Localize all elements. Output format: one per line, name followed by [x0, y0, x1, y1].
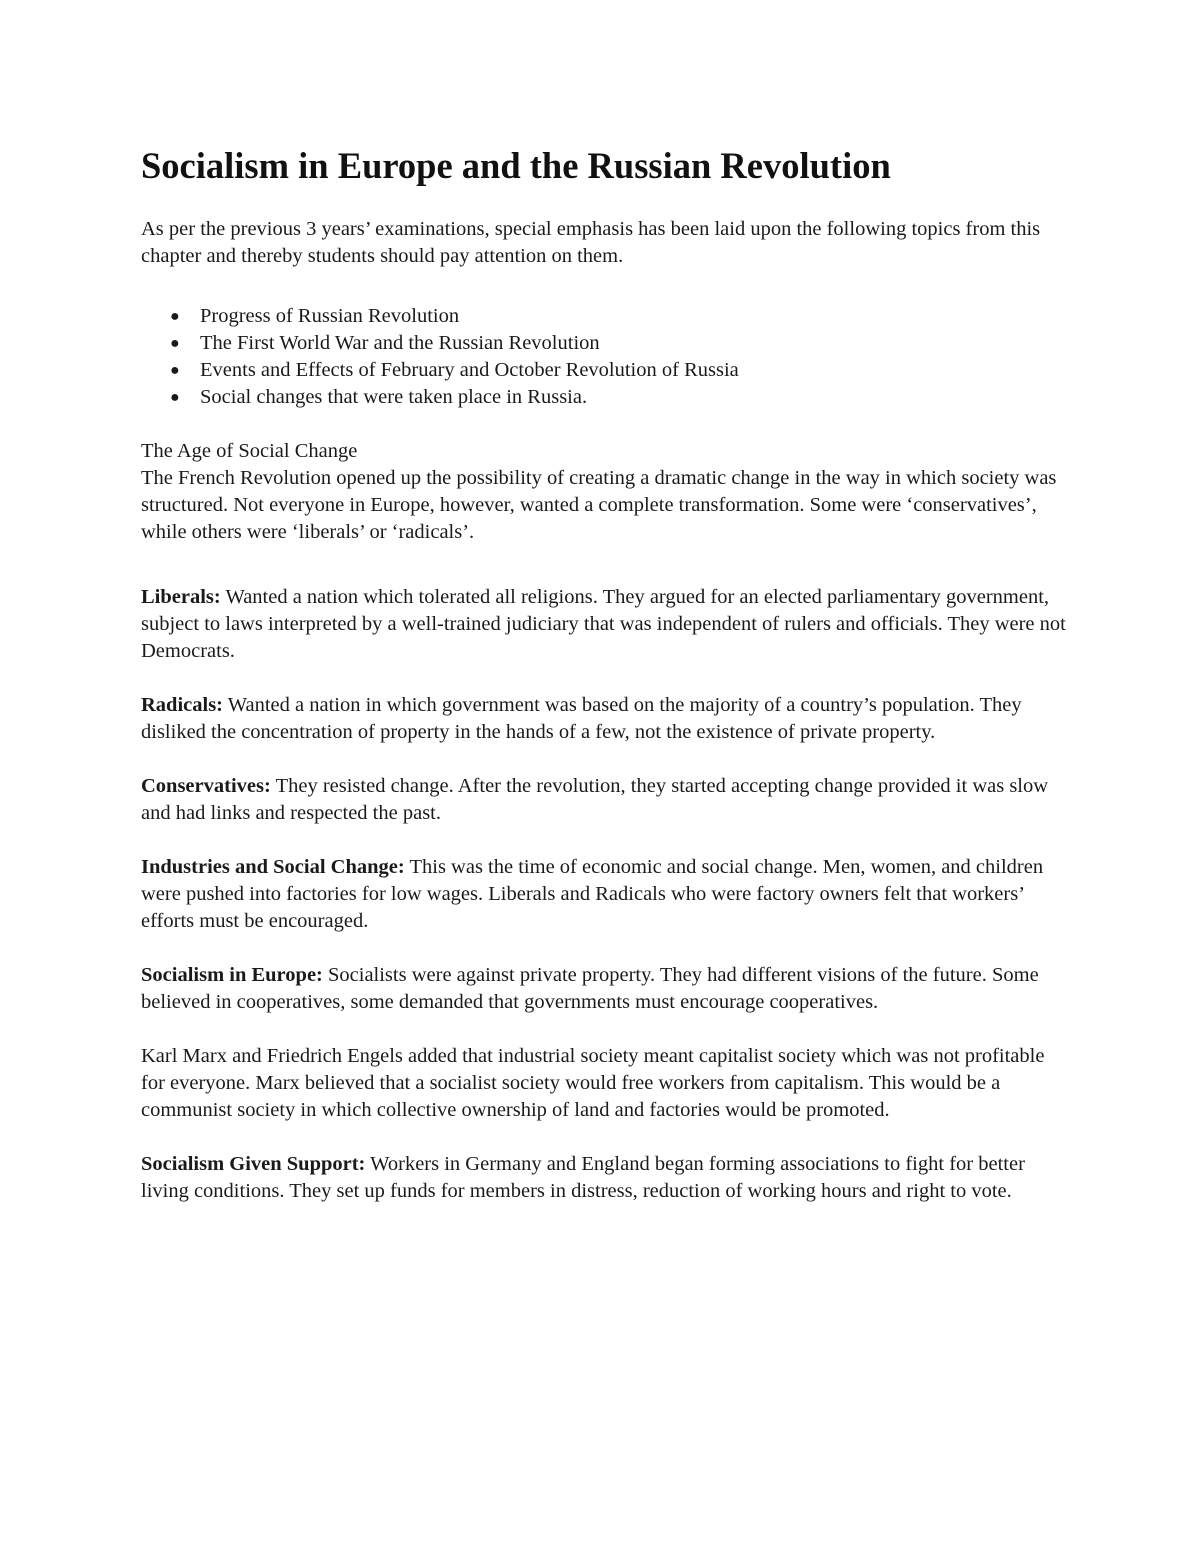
section-text: This was the time of economic and social change. Men, women, and children were pushed into factories for low wages. Liberals and Radicals who were factory owners felt that workers’ efforts must be encouraged. — [141, 856, 1044, 932]
section-label: Liberals: — [141, 586, 221, 608]
list-item-text: Progress of Russian Revolution — [200, 305, 460, 327]
bullet-icon: ● — [170, 308, 180, 325]
intro-paragraph: As per the previous 3 years’ examinations, special emphasis has been laid upon the following topics from this chapter and thereby students should pay attention on them. — [141, 218, 1041, 267]
section-text: Socialists were against private property. They had different visions of the future. Some believed in cooperatives, some demanded that governments must encourage cooperatives. — [141, 964, 1039, 1013]
bullet-icon: ● — [170, 389, 180, 406]
section-label: Socialism Given Support: — [141, 1153, 366, 1175]
age-paragraph: The French Revolution opened up the possibility of creating a dramatic change in the way in which society was structured. Not everyone in Europe, however, wanted a complete transformation. Some were ‘conservatives’, while others were ‘liberals’ or ‘radicals’. — [141, 467, 1057, 543]
list-item — [141, 357, 1071, 384]
list-item — [141, 330, 1071, 357]
section-label: Radicals: — [141, 694, 223, 716]
section-industries — [141, 854, 1071, 935]
section-label: Socialism in Europe: — [141, 964, 323, 986]
section-text: Karl Marx and Friedrich Engels added that industrial society meant capitalist society which was not profitable for everyone. Marx believed that a socialist society would free workers from capitalism. This would be a communist society in which collective ownership of land and factories would be promoted. — [141, 1045, 1045, 1121]
section-socialism-europe — [141, 962, 1071, 1016]
section-label: Conservatives: — [141, 775, 271, 797]
section-label: Industries and Social Change: — [141, 856, 405, 878]
section-conservatives — [141, 773, 1071, 827]
bullet-icon: ● — [170, 335, 180, 352]
list-item-text: Social changes that were taken place in Russia. — [200, 386, 588, 408]
section-text: Wanted a nation which tolerated all religions. They argued for an elected parliamentary government, subject to laws interpreted by a well-trained judiciary that was independent of rulers and officials. They were not Democrats. — [141, 586, 1066, 662]
section-marx-engels — [141, 1043, 1071, 1124]
section-text: Wanted a nation in which government was based on the majority of a country’s population. They disliked the concentration of property in the hands of a few, not the existence of private property. — [141, 694, 1022, 743]
list-item-text: Events and Effects of February and October Revolution of Russia — [200, 359, 739, 381]
section-radicals — [141, 692, 1071, 746]
topics-list — [141, 303, 1071, 411]
document-title: Socialism in Europe and the Russian Revolution — [141, 145, 891, 186]
document-page — [141, 140, 1071, 1205]
section-text: Workers in Germany and England began forming associations to fight for better living conditions. They set up funds for members in distress, reduction of working hours and right to vote. — [141, 1153, 1025, 1202]
list-item — [141, 303, 1071, 330]
section-text: They resisted change. After the revolution, they started accepting change provided it was slow and had links and respected the past. — [141, 775, 1049, 824]
section-socialism-support — [141, 1151, 1071, 1205]
bullet-icon: ● — [170, 362, 180, 379]
section-heading-age: The Age of Social Change — [141, 440, 358, 462]
list-item-text: The First World War and the Russian Revolution — [200, 332, 600, 354]
section-liberals — [141, 584, 1071, 665]
list-item — [141, 384, 1071, 411]
